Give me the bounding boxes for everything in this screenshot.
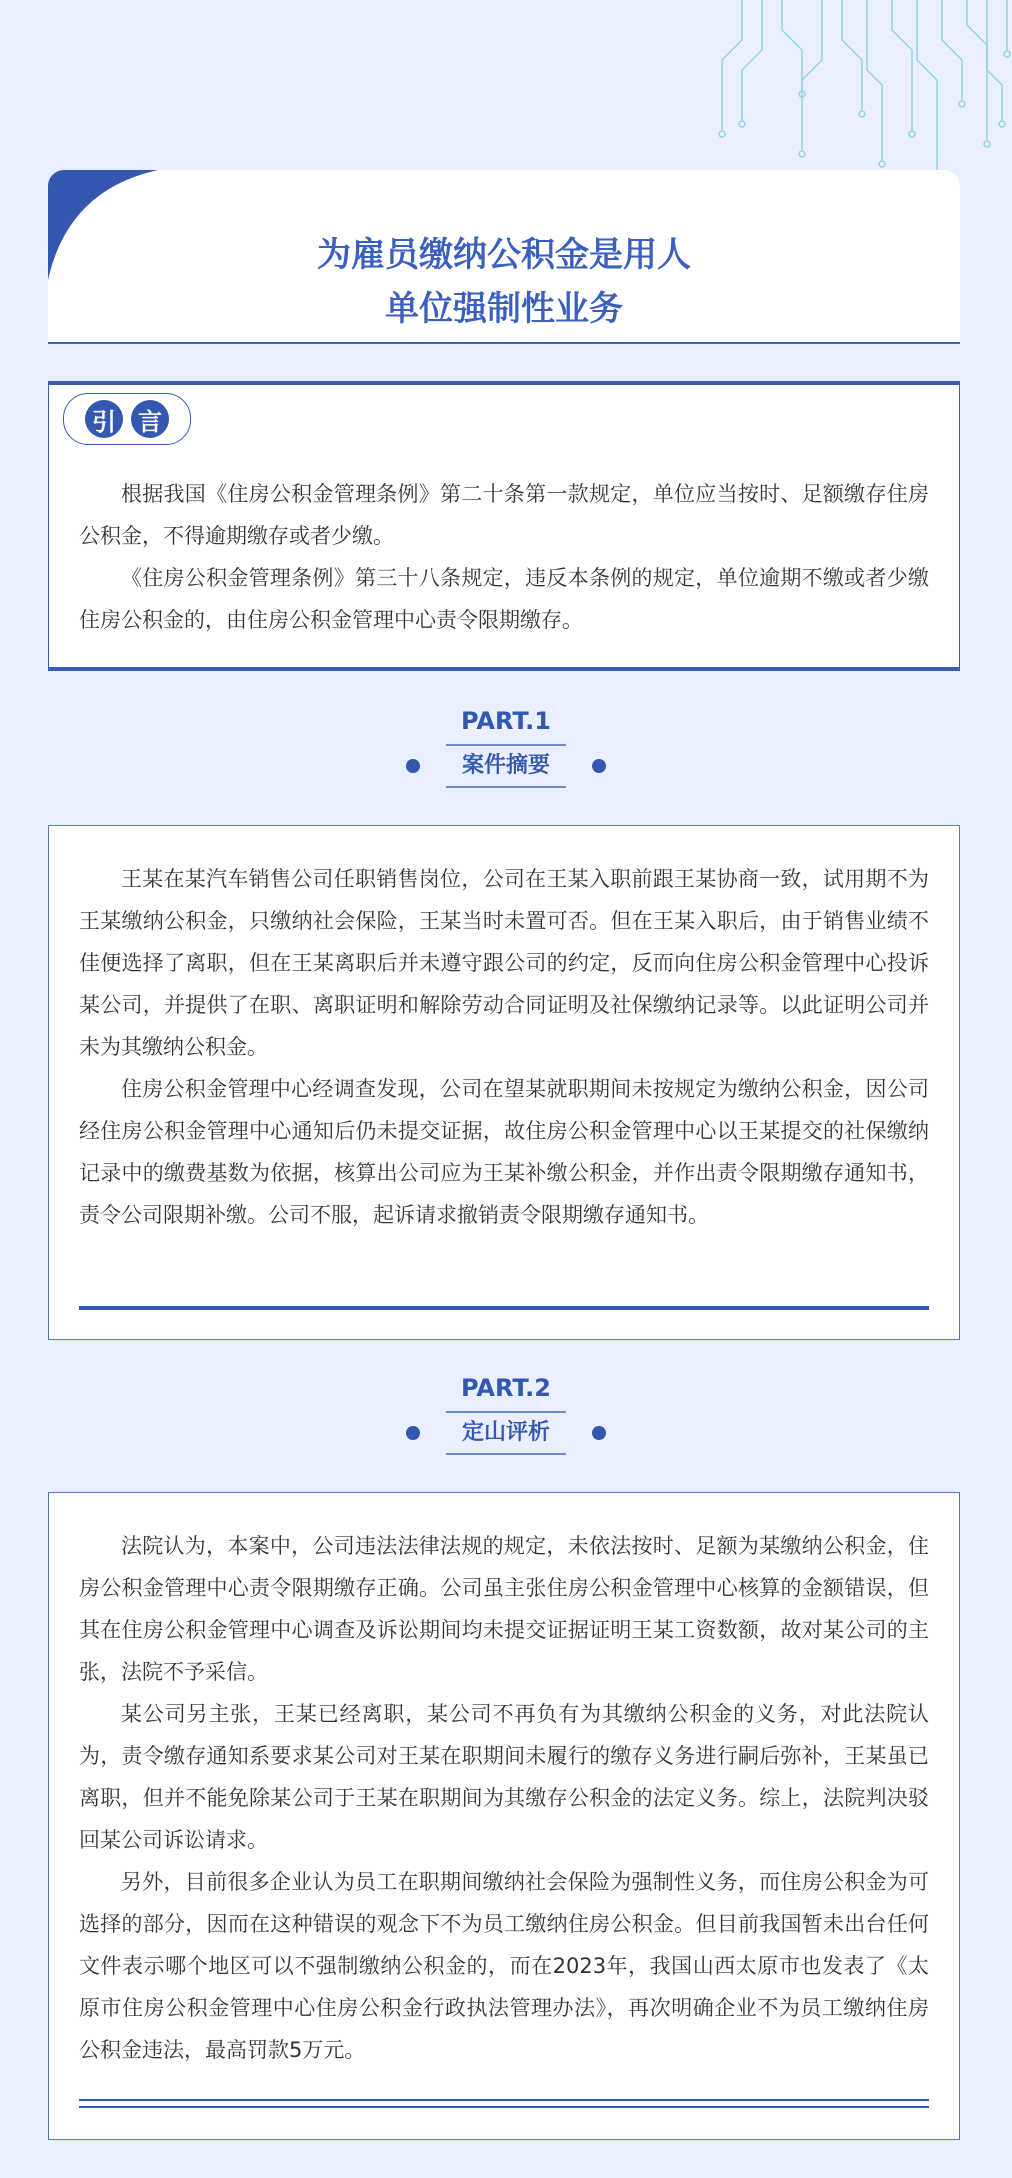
intro-text [79,473,929,641]
section-rule [79,1306,929,1310]
part2-paragraph: 法院认为，本案中，公司违法法律法规的规定，未依法按时、足额为某缴纳公积金，住房公积金管理中心责令限期缴存正确。公司虽主张住房公积金管理中心核算的金额错误，但其在住房公积金管理中心调查及诉讼期间均未提交证据证明王某工资数额，故对某公司的主张，法院不予采信。 [79,1534,929,1684]
intro-badge-char-2: 言 [131,400,169,438]
part2-subtitle [406,1411,606,1455]
part1-number: PART.1 [461,707,551,735]
intro-paragraph: 《住房公积金管理条例》第三十八条规定，违反本条例的规定，单位逾期不缴或者少缴住房公积金的，由住房公积金管理中心责令限期缴存。 [79,566,929,632]
bullet-dot [592,1426,606,1440]
intro-badge-char-1: 引 [85,400,123,438]
bullet-dot [592,759,606,773]
page-title [48,228,960,336]
bullet-dot [406,1426,420,1440]
part2-paragraph: 另外，目前很多企业认为员工在职期间缴纳社会保险为强制性义务，而住房公积金为可选择的部分，因而在这种错误的观念下不为员工缴纳住房公积金。但目前我国暂未出台任何文件表示哪个地区可以不强制缴纳公积金的，而在2023年，我国山西太原市也发表了《太原市住房公积金管理中心住房公积金行政执法管理办法》，再次明确企业不为员工缴纳住房公积金违法，最高罚款5万元。 [79,1870,929,2062]
bullet-dot [406,759,420,773]
part2-paragraph: 某公司另主张，王某已经离职，某公司不再负有为其缴纳公积金的义务，对此法院认为，责令缴存通知系要求某公司对王某在职期间未履行的缴存义务进行嗣后弥补，王某虽已离职，但并不能免除某公司于王某在职期间为其缴存公积金的法定义务。综上，法院判决驳回某公司诉讼请求。 [79,1702,929,1852]
part1-box [48,825,960,1340]
intro-paragraph: 根据我国《住房公积金管理条例》第二十条第一款规定，单位应当按时、足额缴存住房公积金，不得逾期缴存或者少缴。 [79,482,929,548]
part1-paragraph: 住房公积金管理中心经调查发现，公司在望某就职期间未按规定为缴纳公积金，因公司经住房公积金管理中心通知后仍未提交证据，故住房公积金管理中心以王某提交的社保缴纳记录中的缴费基数为依据，核算出公司应为王某补缴公积金，并作出责令限期缴存通知书，责令公司限期补缴。公司不服，起诉请求撤销责令限期缴存通知书。 [79,1077,929,1227]
part2-number: PART.2 [461,1374,551,1402]
intro-card [48,381,960,671]
section-rule [79,2106,929,2108]
part1-text [79,858,929,1236]
part1-paragraph: 王某在某汽车销售公司任职销售岗位，公司在王某入职前跟王某协商一致，试用期不为王某缴纳公积金，只缴纳社会保险，王某当时未置可否。但在王某入职后，由于销售业绩不佳便选择了离职，但在王某离职后并未遵守跟公司的约定，反而向住房公积金管理中心投诉某公司，并提供了在职、离职证明和解除劳动合同证明及社保缴纳记录等。以此证明公司并未为其缴纳公积金。 [79,867,929,1059]
part2-text [79,1525,929,2071]
part2-heading [0,1373,1012,1455]
part1-heading [0,706,1012,788]
part1-label: 案件摘要 [446,744,566,788]
part2-label: 定山评析 [446,1411,566,1455]
part2-box [48,1492,960,2140]
title-line-2: 单位强制性业务 [385,289,623,329]
intro-badge [63,393,191,445]
part1-subtitle [406,744,606,788]
title-card [48,170,960,344]
section-rule [79,2099,929,2101]
title-line-1: 为雇员缴纳公积金是用人 [317,235,691,275]
